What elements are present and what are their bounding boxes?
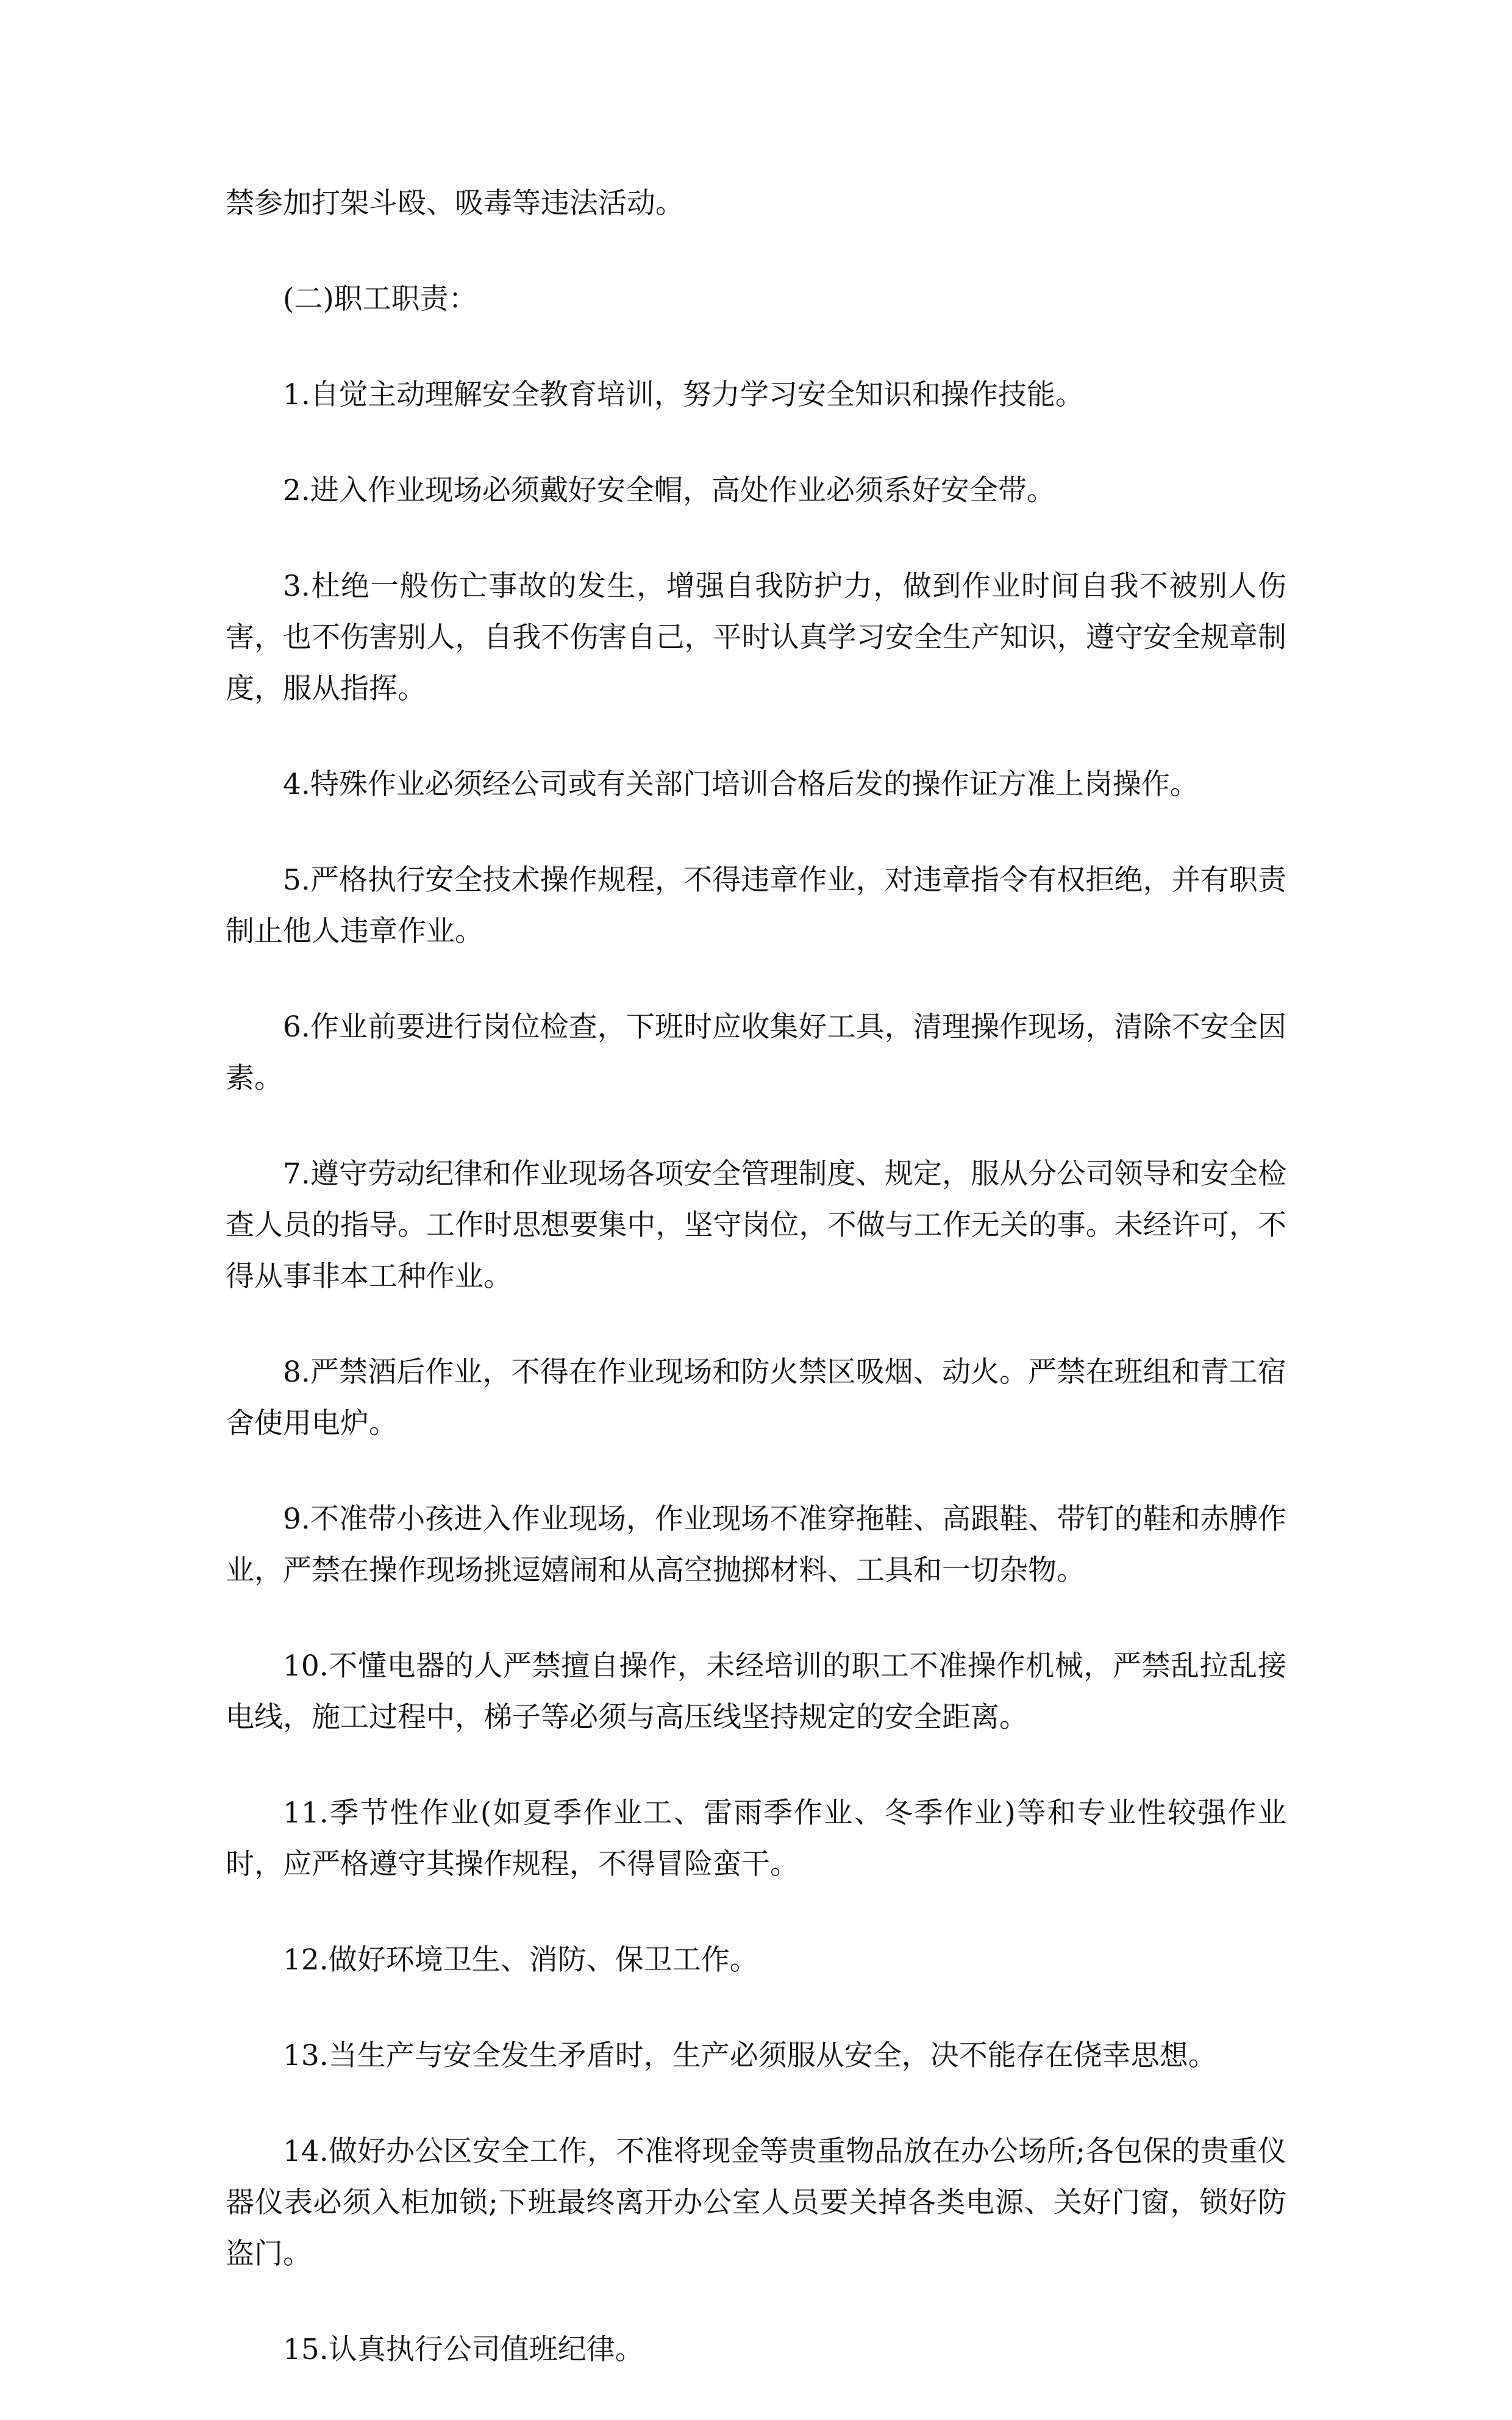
duty-item-11: 11.季节性作业(如夏季作业工、雷雨季作业、冬季作业)等和专业性较强作业时，应严格遵守其操作规程，不得冒险蛮干。 [226, 1796, 1286, 1881]
document-body [226, 178, 1286, 2420]
duty-item-2: 2.进入作业现场必须戴好安全帽，高处作业必须系好安全带。 [283, 474, 1055, 507]
duty-item-8: 8.严禁酒后作业，不得在作业现场和防火禁区吸烟、动火。严禁在班组和青工宿舍使用电炉。 [226, 1355, 1286, 1440]
duty-item-13: 13.当生产与安全发生矛盾时，生产必须服从安全，决不能存在侥幸思想。 [283, 2039, 1217, 2072]
duty-item-1: 1.自觉主动理解安全教育培训，努力学习安全知识和操作技能。 [283, 378, 1084, 412]
duty-item-6: 6.作业前要进行岗位检查，下班时应收集好工具，清理操作现场，清除不安全因素。 [226, 1010, 1286, 1095]
section-heading-staff-duties: (二)职工职责： [283, 282, 477, 316]
duty-item-10: 10.不懂电器的人严禁擅自操作，未经培训的职工不准操作机械，严禁乱拉乱接电线，施工过程中，梯子等必须与高压线坚持规定的安全距离。 [226, 1649, 1286, 1734]
duty-item-14: 14.做好办公区安全工作，不准将现金等贵重物品放在办公场所;各包保的贵重仪器仪表必须入柜加锁;下班最终离开办公室人员要关掉各类电源、关好门窗，锁好防盗门。 [226, 2135, 1286, 2271]
duty-item-5: 5.严格执行安全技术操作规程，不得违章作业，对违章指令有权拒绝，并有职责制止他人违章作业。 [226, 863, 1286, 948]
duty-item-4: 4.特殊作业必须经公司或有关部门培训合格后发的操作证方准上岗操作。 [283, 768, 1199, 801]
duty-item-15: 15.认真执行公司值班纪律。 [283, 2333, 644, 2366]
duty-item-7: 7.遵守劳动纪律和作业现场各项安全管理制度、规定，服从分公司领导和安全检查人员的指导。工作时思想要集中，坚守岗位，不做与工作无关的事。未经许可，不得从事非本工种作业。 [226, 1157, 1286, 1293]
duty-item-9: 9.不准带小孩进入作业现场，作业现场不准穿拖鞋、高跟鞋、带钉的鞋和赤膊作业，严禁在操作现场挑逗嬉闹和从高空抛掷材料、工具和一切杂物。 [226, 1502, 1286, 1587]
paragraph-continuation: 禁参加打架斗殴、吸毒等违法活动。 [226, 187, 684, 220]
duty-item-3: 3.杜绝一般伤亡事故的发生，增强自我防护力，做到作业时间自我不被别人伤害，也不伤害别人，自我不伤害自己，平时认真学习安全生产知识，遵守安全规章制度，服从指挥。 [226, 569, 1286, 705]
duty-item-12: 12.做好环境卫生、消防、保卫工作。 [283, 1943, 758, 1977]
